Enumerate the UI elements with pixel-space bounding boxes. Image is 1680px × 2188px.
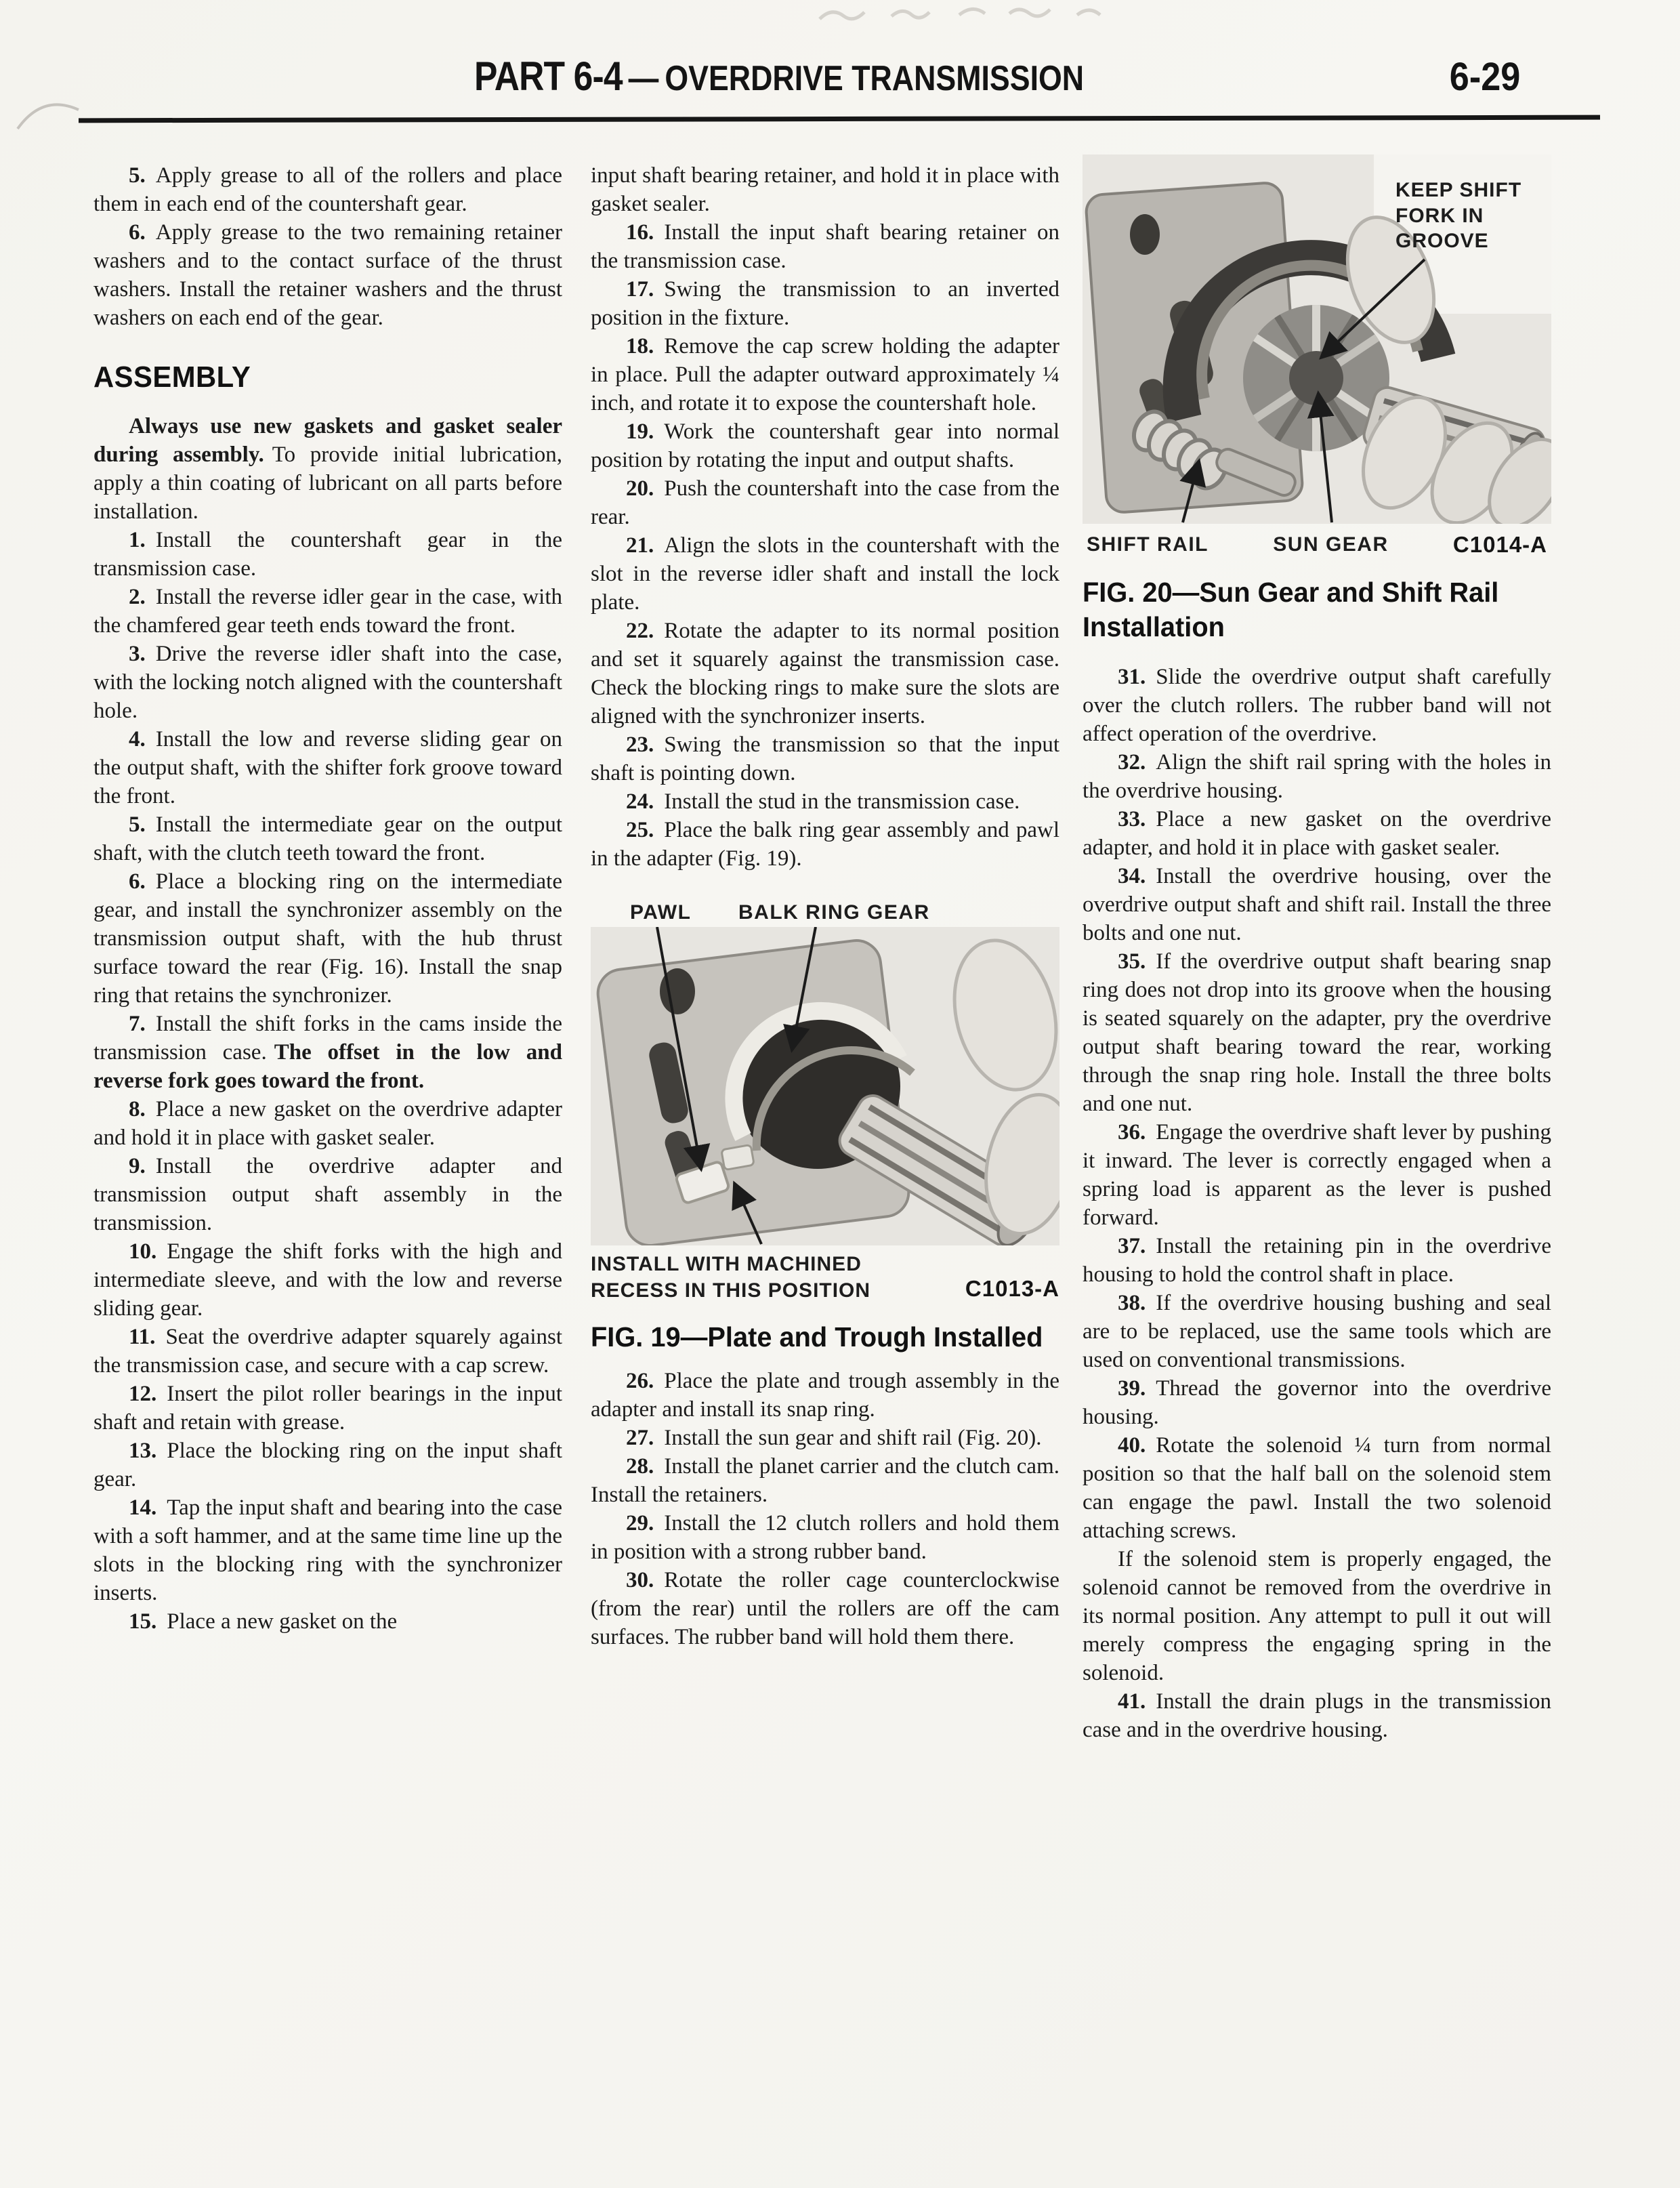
step-paragraph [1083,862,1551,947]
step-text: If the overdrive output shaft bearing snap ring does not drop into its groove when the housing is seated squarely on the adapter, pry the overdrive output shaft bearing toward the rear, working through the snap ring hole. Install the three bolts and one nut. [1083,949,1551,1116]
step-number: 24. [626,789,654,814]
step-text: Rotate the adapter to its normal position and set it squarely against the transmission case. Check the blocking rings to make sure the slots are aligned with the synchronizer inserts. [591,619,1059,728]
step-text: Install the drain plugs in the transmission case and in the overdrive housing. [1083,1689,1551,1742]
step-paragraph [1083,1431,1551,1545]
step-paragraph [591,531,1059,617]
step-paragraph [591,275,1059,332]
step-number: 11. [129,1325,156,1349]
step-number: 14. [129,1495,157,1520]
step-text: Align the slots in the countershaft with the slot in the reverse idler shaft and install the lock plate. [591,533,1059,615]
step-number: 22. [626,619,654,643]
step-number: 33. [1118,806,1146,831]
step-paragraph [1083,1289,1551,1374]
step-text: Install the overdrive adapter and transmission output shaft assembly in the transmission. [93,1154,562,1235]
step-text: Place a new gasket on the overdrive adapter, and hold it in place with gasket sealer. [1083,806,1551,860]
step-text: Push the countershaft into the case from the rear. [591,476,1059,529]
step-number: 1. [129,528,146,552]
balk-ring-gear-label: BALK RING GEAR [738,901,930,924]
step-text: Engage the overdrive shaft lever by pushing it inward. The lever is correctly engaged when a spring load is apparent as the lever is pushed forward. [1083,1119,1551,1230]
step-paragraph [93,583,562,640]
step-paragraph [591,1509,1059,1566]
step-text: Work the countershaft gear into normal position by rotating the input and output shafts. [591,419,1059,472]
step-number: 5. [129,163,146,188]
step-paragraph [1083,663,1551,748]
step-number: 12. [129,1382,157,1406]
step-number: 2. [129,585,146,609]
step-text: Tap the input shaft and bearing into the case with a soft hammer, and at the same time line up the slots in the blocking ring with the synchronizer inserts. [93,1495,562,1605]
step-number: 13. [129,1439,157,1463]
column-3 [1083,154,1551,1744]
figure-19-photo [591,927,1059,1245]
step-text: Engage the shift forks with the high and intermediate sleeve, and with the low and reverse sliding gear. [93,1239,562,1321]
step-text: Install the planet carrier and the clutch cam. Install the retainers. [591,1454,1059,1508]
step-text: Install the sun gear and shift rail (Fig. 20). [664,1426,1042,1451]
step-paragraph [1083,947,1551,1118]
shift-rail-label: SHIFT RAIL [1087,533,1209,556]
step-text: Insert the pilot roller bearings in the input shaft and retain with grease. [93,1382,562,1434]
figure-20-photo [1083,154,1551,524]
step-paragraph [1083,1118,1551,1232]
step-text: Seat the overdrive adapter squarely against the transmission case, and secure with a cap screw. [93,1325,562,1378]
step-paragraph [93,1237,562,1323]
step-text: Slide the overdrive output shaft carefully over the clutch rollers. The rubber band will not affect operation of the overdrive. [1083,664,1551,746]
page-title [474,53,1084,100]
step-text: Install the reverse idler gear in the case, with the chamfered gear teeth ends toward the front. [93,585,562,638]
step-paragraph [93,810,562,867]
step-paragraph [1083,805,1551,862]
step-paragraph [93,640,562,725]
step-number: 23. [626,732,654,757]
step-number: 31. [1118,664,1146,689]
step-number: 10. [129,1239,157,1264]
part-title: OVERDRIVE TRANSMISSION [665,59,1085,98]
figure-20-labels [1083,524,1551,559]
step-number: 30. [626,1568,654,1593]
figure-19-note [591,1251,870,1304]
part-label: PART 6-4 [474,54,623,99]
step-text: Install the overdrive housing, over the overdrive output shaft and shift rail. Install the three bolts and one nut. [1083,863,1551,945]
step-number: 6. [129,220,146,245]
step-paragraph [93,725,562,810]
step-text: Rotate the roller cage counterclockwise (from the rear) until the rollers are off the cam surfaces. The rubber band will hold them there. [591,1568,1059,1650]
figure-19-top-labels [591,899,1059,927]
assembly-intro-rest: To provide initial lubrication, apply a thin coating of lubricant on all parts before installation. [93,442,562,524]
step-number: 21. [626,533,654,558]
figure-19-notes [591,1245,1059,1304]
step-number: 36. [1118,1119,1146,1144]
continuation-paragraph: input shaft bearing retainer, and hold it in place with gasket sealer. [591,163,1059,216]
step-number: 4. [129,727,146,751]
step-text: Place a new gasket on the [167,1609,398,1634]
step-text: Install the 12 clutch rollers and hold them in position with a strong rubber band. [591,1511,1059,1565]
step-paragraph [93,161,562,218]
step-text: Install the stud in the transmission case. [664,789,1020,814]
step-number: 16. [626,220,654,245]
step-text: Thread the governor into the overdrive housing. [1083,1376,1551,1429]
step-text: Place a new gasket on the overdrive adapter and hold it in place with gasket sealer. [93,1097,562,1150]
step-list [93,526,562,1636]
step-text: Place the plate and trough assembly in the adapter and install its snap ring. [591,1369,1059,1422]
step-paragraph [93,1152,562,1237]
assembly-intro-bold: Always use new gaskets and gasket sealer during assembly. [93,414,562,467]
step-paragraph [1083,1374,1551,1431]
figure-20 [1083,154,1551,645]
step-number: 8. [129,1097,146,1121]
step-number: 38. [1118,1290,1146,1315]
note-line-1: INSTALL WITH MACHINED [591,1253,862,1275]
step-paragraph [591,617,1059,730]
step-list [591,1367,1059,1651]
step-paragraph [93,1493,562,1607]
step-paragraph [93,1380,562,1437]
figure-20-caption: FIG. 20—Sun Gear and Shift Rail Installation [1083,577,1499,643]
step-text: Place the blocking ring on the input shaft gear. [93,1439,562,1491]
step-number: 32. [1118,749,1146,775]
step-number: 28. [626,1454,654,1479]
step-number: 26. [626,1369,654,1394]
step-paragraph [93,1323,562,1380]
step-number: 18. [626,334,654,358]
step-number: 15. [129,1609,157,1634]
pawl-label: PAWL [630,901,692,924]
step-number: 17. [626,277,654,302]
step-number: 41. [1118,1689,1146,1714]
step-text: Install the input shaft bearing retainer on the transmission case. [591,220,1059,273]
step-paragraph [591,787,1059,816]
column-1 [93,161,562,1636]
step-paragraph [1083,1687,1551,1744]
step-paragraph [591,730,1059,787]
step-list [93,161,562,332]
sun-gear-label: SUN GEAR [1273,533,1389,556]
step-number: 6. [129,869,146,894]
step-paragraph [591,1566,1059,1651]
step-text: Install the low and reverse sliding gear on the output shaft, with the shifter fork groove toward the front. [93,727,562,808]
step-paragraph [93,526,562,583]
header-rule [79,115,1600,123]
step-paragraph [591,474,1059,531]
step-text: Place the balk ring gear assembly and pawl in the adapter (Fig. 19). [591,818,1059,871]
keep-shift-fork-callout: KEEP SHIFT FORK IN GROOVE [1395,179,1522,252]
column-2 [591,161,1059,1651]
page-number: 6-29 [1449,55,1521,99]
title-separator: — [628,59,659,98]
step-paragraph [93,1010,562,1095]
step-number: 3. [129,642,146,666]
figure-19-caption: FIG. 19—Plate and Trough Installed [591,1321,1043,1353]
step-paragraph [93,218,562,332]
step-bold-note: The offset in the low and reverse fork goes toward the front. [93,1040,563,1093]
step-text: Install the intermediate gear on the output shaft, with the clutch teeth toward the front. [93,812,562,865]
solenoid-note-paragraph: If the solenoid stem is properly engaged, the solenoid cannot be removed from the overdrive in its normal position. Any attempt to pull it out will merely compress the engaging spring in the solenoid. [1083,1546,1551,1685]
step-paragraph [1083,748,1551,805]
step-paragraph [591,218,1059,275]
step-number: 19. [626,419,654,444]
note-line-2: RECESS IN THIS POSITION [591,1279,871,1302]
step-number: 35. [1118,949,1146,974]
step-paragraph [591,332,1059,417]
step-text: Align the shift rail spring with the holes in the overdrive housing. [1083,749,1551,803]
figure-20-code: C1014-A [1452,532,1547,557]
step-number: 34. [1118,863,1146,888]
step-paragraph [93,867,562,1010]
step-text: Drive the reverse idler shaft into the case, with the locking notch aligned with the countershaft hole. [93,642,562,723]
step-text: Remove the cap screw holding the adapter in place. Pull the adapter outward approximately ¼ inch, and rotate it to expose the countershaft hole. [591,334,1059,415]
step-paragraph [93,1607,562,1636]
step-number: 9. [129,1154,146,1178]
step-text: If the overdrive housing bushing and seal are to be replaced, use the same tools which are used on conventional transmissions. [1083,1290,1551,1372]
step-paragraph [591,1367,1059,1424]
step-text: Apply grease to the two remaining retainer washers and to the contact surface of the thrust washers. Install the retainer washers and the thrust washers on each end of the gear. [93,220,562,330]
step-list [1083,1687,1551,1744]
step-list [591,218,1059,873]
step-paragraph [93,1095,562,1152]
step-text: Install the countershaft gear in the transmission case. [93,528,562,581]
assembly-heading: ASSEMBLY [93,360,251,394]
step-number: 40. [1118,1432,1146,1458]
step-paragraph [591,417,1059,474]
step-number: 7. [129,1012,146,1036]
pencil-mark [12,87,107,141]
step-text: Apply grease to all of the rollers and place them in each end of the countershaft gear. [93,163,562,216]
step-text: Install the shift forks in the cams inside the transmission case. [93,1012,562,1065]
step-number: 20. [626,476,654,501]
figure-19 [591,899,1059,1355]
step-list [1083,663,1551,1545]
step-number: 37. [1118,1233,1146,1258]
step-text: Install the retaining pin in the overdrive housing to hold the control shaft in place. [1083,1233,1551,1287]
step-number: 39. [1118,1376,1146,1401]
step-text: Place a blocking ring on the intermediate gear, and install the synchronizer assembly on the transmission output shaft, with the hub thrust surface toward the rear (Fig. 16). Install the snap ring that retains the synchronizer. [93,869,562,1008]
step-paragraph [591,816,1059,873]
step-text: Swing the transmission so that the input shaft is pointing down. [591,732,1059,785]
step-paragraph [591,1424,1059,1452]
step-text: Swing the transmission to an inverted position in the fixture. [591,277,1059,330]
step-paragraph [93,1437,562,1493]
step-paragraph [591,1452,1059,1509]
step-number: 27. [626,1426,654,1451]
handwriting-smudge [813,0,1165,30]
figure-19-code: C1013-A [965,1276,1059,1302]
step-paragraph [1083,1232,1551,1289]
step-number: 25. [626,818,654,842]
assembly-intro-paragraph [93,412,562,526]
step-text: Rotate the solenoid ¼ turn from normal position so that the half ball on the solenoid stem can engage the pawl. Install the two solenoid attaching screws. [1083,1432,1551,1543]
step-number: 5. [129,812,146,837]
step-number: 29. [626,1511,654,1536]
